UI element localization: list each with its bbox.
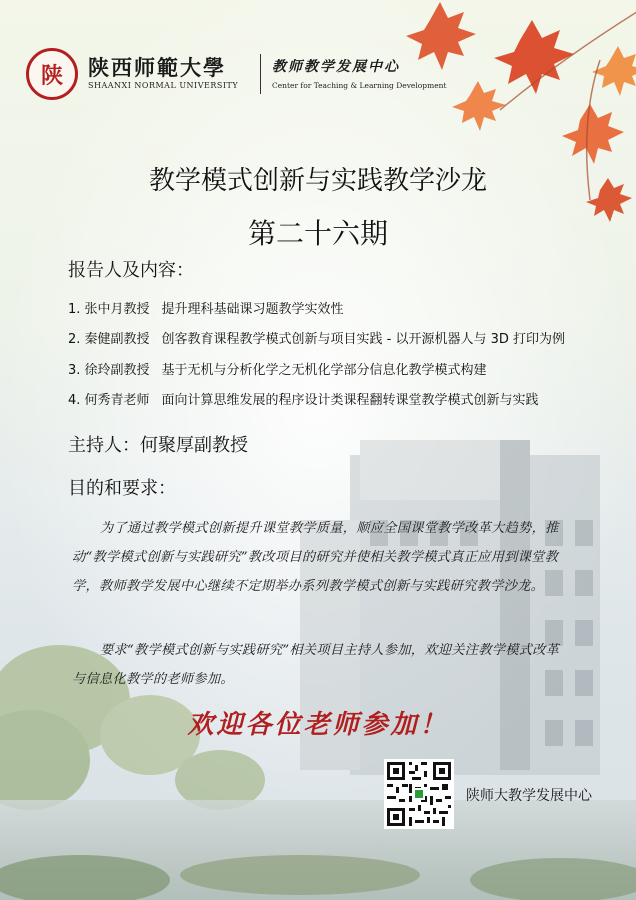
qr-code-icon bbox=[384, 759, 454, 829]
speaker-item bbox=[68, 389, 539, 408]
university-seal-logo bbox=[26, 48, 78, 100]
speaker-name: 1. 张中月教授 bbox=[68, 302, 150, 317]
center-name-en: Center for Teaching & Learning Development bbox=[272, 81, 447, 90]
poster-title: 教学模式创新与实践教学沙龙 bbox=[148, 166, 487, 196]
speaker-topic: 面向计算思维发展的程序设计类课程翻转课堂教学模式创新与实践 bbox=[161, 393, 539, 408]
university-name-en: SHAANXI NORMAL UNIVERSITY bbox=[88, 81, 239, 90]
poster-issue: 第二十六期 bbox=[247, 217, 388, 250]
header-logos bbox=[26, 46, 447, 106]
speaker-topic: 基于无机与分析化学之无机化学部分信息化教学模式构建 bbox=[161, 363, 487, 378]
speaker-item bbox=[68, 359, 487, 378]
speaker-name: 2. 秦健副教授 bbox=[68, 332, 150, 347]
speaker-item bbox=[68, 298, 344, 317]
requirement-paragraph: 要求“教学模式创新与实践研究”相关项目主持人参加，欢迎关注教学模式改革与信息化教学的老师参加。 bbox=[72, 643, 560, 687]
speaker-name: 3. 徐玲副教授 bbox=[68, 363, 150, 378]
speakers-heading: 报告人及内容： bbox=[68, 260, 194, 281]
center-name-cn: 教师教学发展中心 bbox=[272, 59, 400, 75]
welcome-slogan: 欢迎各位老师参加！ bbox=[187, 710, 449, 740]
purpose-paragraph: 为了通过教学模式创新提升课堂教学质量，顺应全国课堂教学改革大趋势，推动“教学模式创新与实践研究”教改项目的研究并使相关教学模式真正应用到课堂教学，教师教学发展中心继续不定期举办系列教学模式创新与实践研究教学沙龙。 bbox=[72, 521, 559, 594]
speaker-name: 4. 何秀青老师 bbox=[68, 393, 150, 408]
speaker-topic: 提升理科基础课习题教学实效性 bbox=[161, 302, 344, 317]
speaker-item bbox=[68, 328, 565, 347]
organizer-name: 陕师大教学发展中心 bbox=[466, 788, 592, 804]
speaker-topic: 创客教育课程教学模式创新与项目实践 - 以开源机器人与 3D 打印为例 bbox=[161, 332, 566, 347]
logo-divider bbox=[260, 54, 261, 94]
seal-char: 陕 bbox=[40, 62, 63, 89]
purpose-heading: 目的和要求： bbox=[68, 478, 176, 499]
host-line: 主持人：何聚厚副教授 bbox=[68, 435, 248, 456]
university-name-cn: 陕西师範大學 bbox=[88, 55, 226, 80]
